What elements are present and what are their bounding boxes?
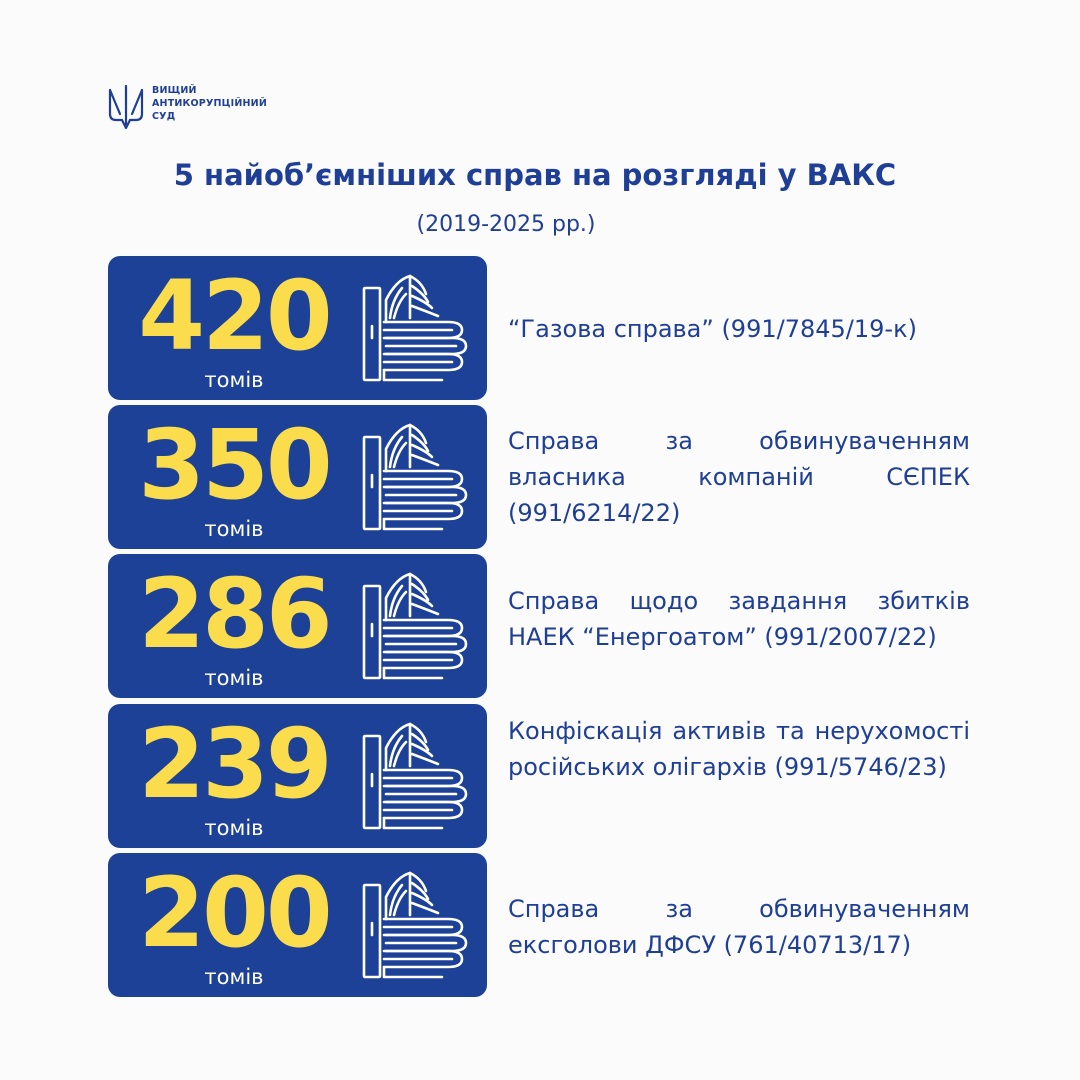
case-card	[108, 853, 487, 997]
logo-line-2: АНТИКОРУПЦІЙНИЙ	[152, 98, 267, 109]
books-stack-icon	[362, 570, 472, 687]
books-stack-icon	[362, 272, 472, 389]
case-volume-count: 200	[138, 857, 330, 969]
logo-line-3: СУД	[152, 111, 176, 122]
page-title: 5 найоб’ємніших справ на розгляді у ВАКС	[173, 158, 897, 192]
case-description: Справа за обвинуваченням ексголови ДФСУ (761/40713/17)	[508, 895, 970, 959]
case-card	[108, 405, 487, 549]
books-stack-icon	[362, 869, 472, 986]
case-volume-unit: томів	[204, 965, 264, 989]
case-volume-unit: томів	[204, 517, 264, 541]
trident-emblem-icon	[106, 84, 146, 132]
case-description: Конфіскація активів та нерухомості російських олігархів (991/5746/23)	[508, 717, 970, 781]
case-volume-unit: томів	[204, 368, 264, 392]
logo-line-1: ВИЩИЙ	[152, 85, 197, 96]
case-volume-unit: томів	[204, 816, 264, 840]
case-volume-count: 239	[138, 708, 330, 820]
case-volume-count: 350	[138, 409, 330, 521]
case-description: Справа щодо завдання збитків НАЕК “Енергоатом” (991/2007/22)	[508, 587, 970, 651]
books-stack-icon	[362, 720, 472, 837]
court-logo	[106, 84, 267, 132]
books-stack-icon	[362, 421, 472, 538]
case-volume-count: 286	[138, 558, 330, 670]
case-volume-count: 420	[138, 260, 330, 372]
case-card	[108, 256, 487, 400]
case-card	[108, 554, 487, 698]
case-description: “Газова справа” (991/7845/19-к)	[508, 315, 917, 343]
case-description: Справа за обвинуваченням власника компаній СЄПЕК (991/6214/22)	[508, 427, 970, 527]
page-subtitle: (2019-2025 рр.)	[416, 212, 596, 237]
case-volume-unit: томів	[204, 666, 264, 690]
case-card	[108, 704, 487, 848]
